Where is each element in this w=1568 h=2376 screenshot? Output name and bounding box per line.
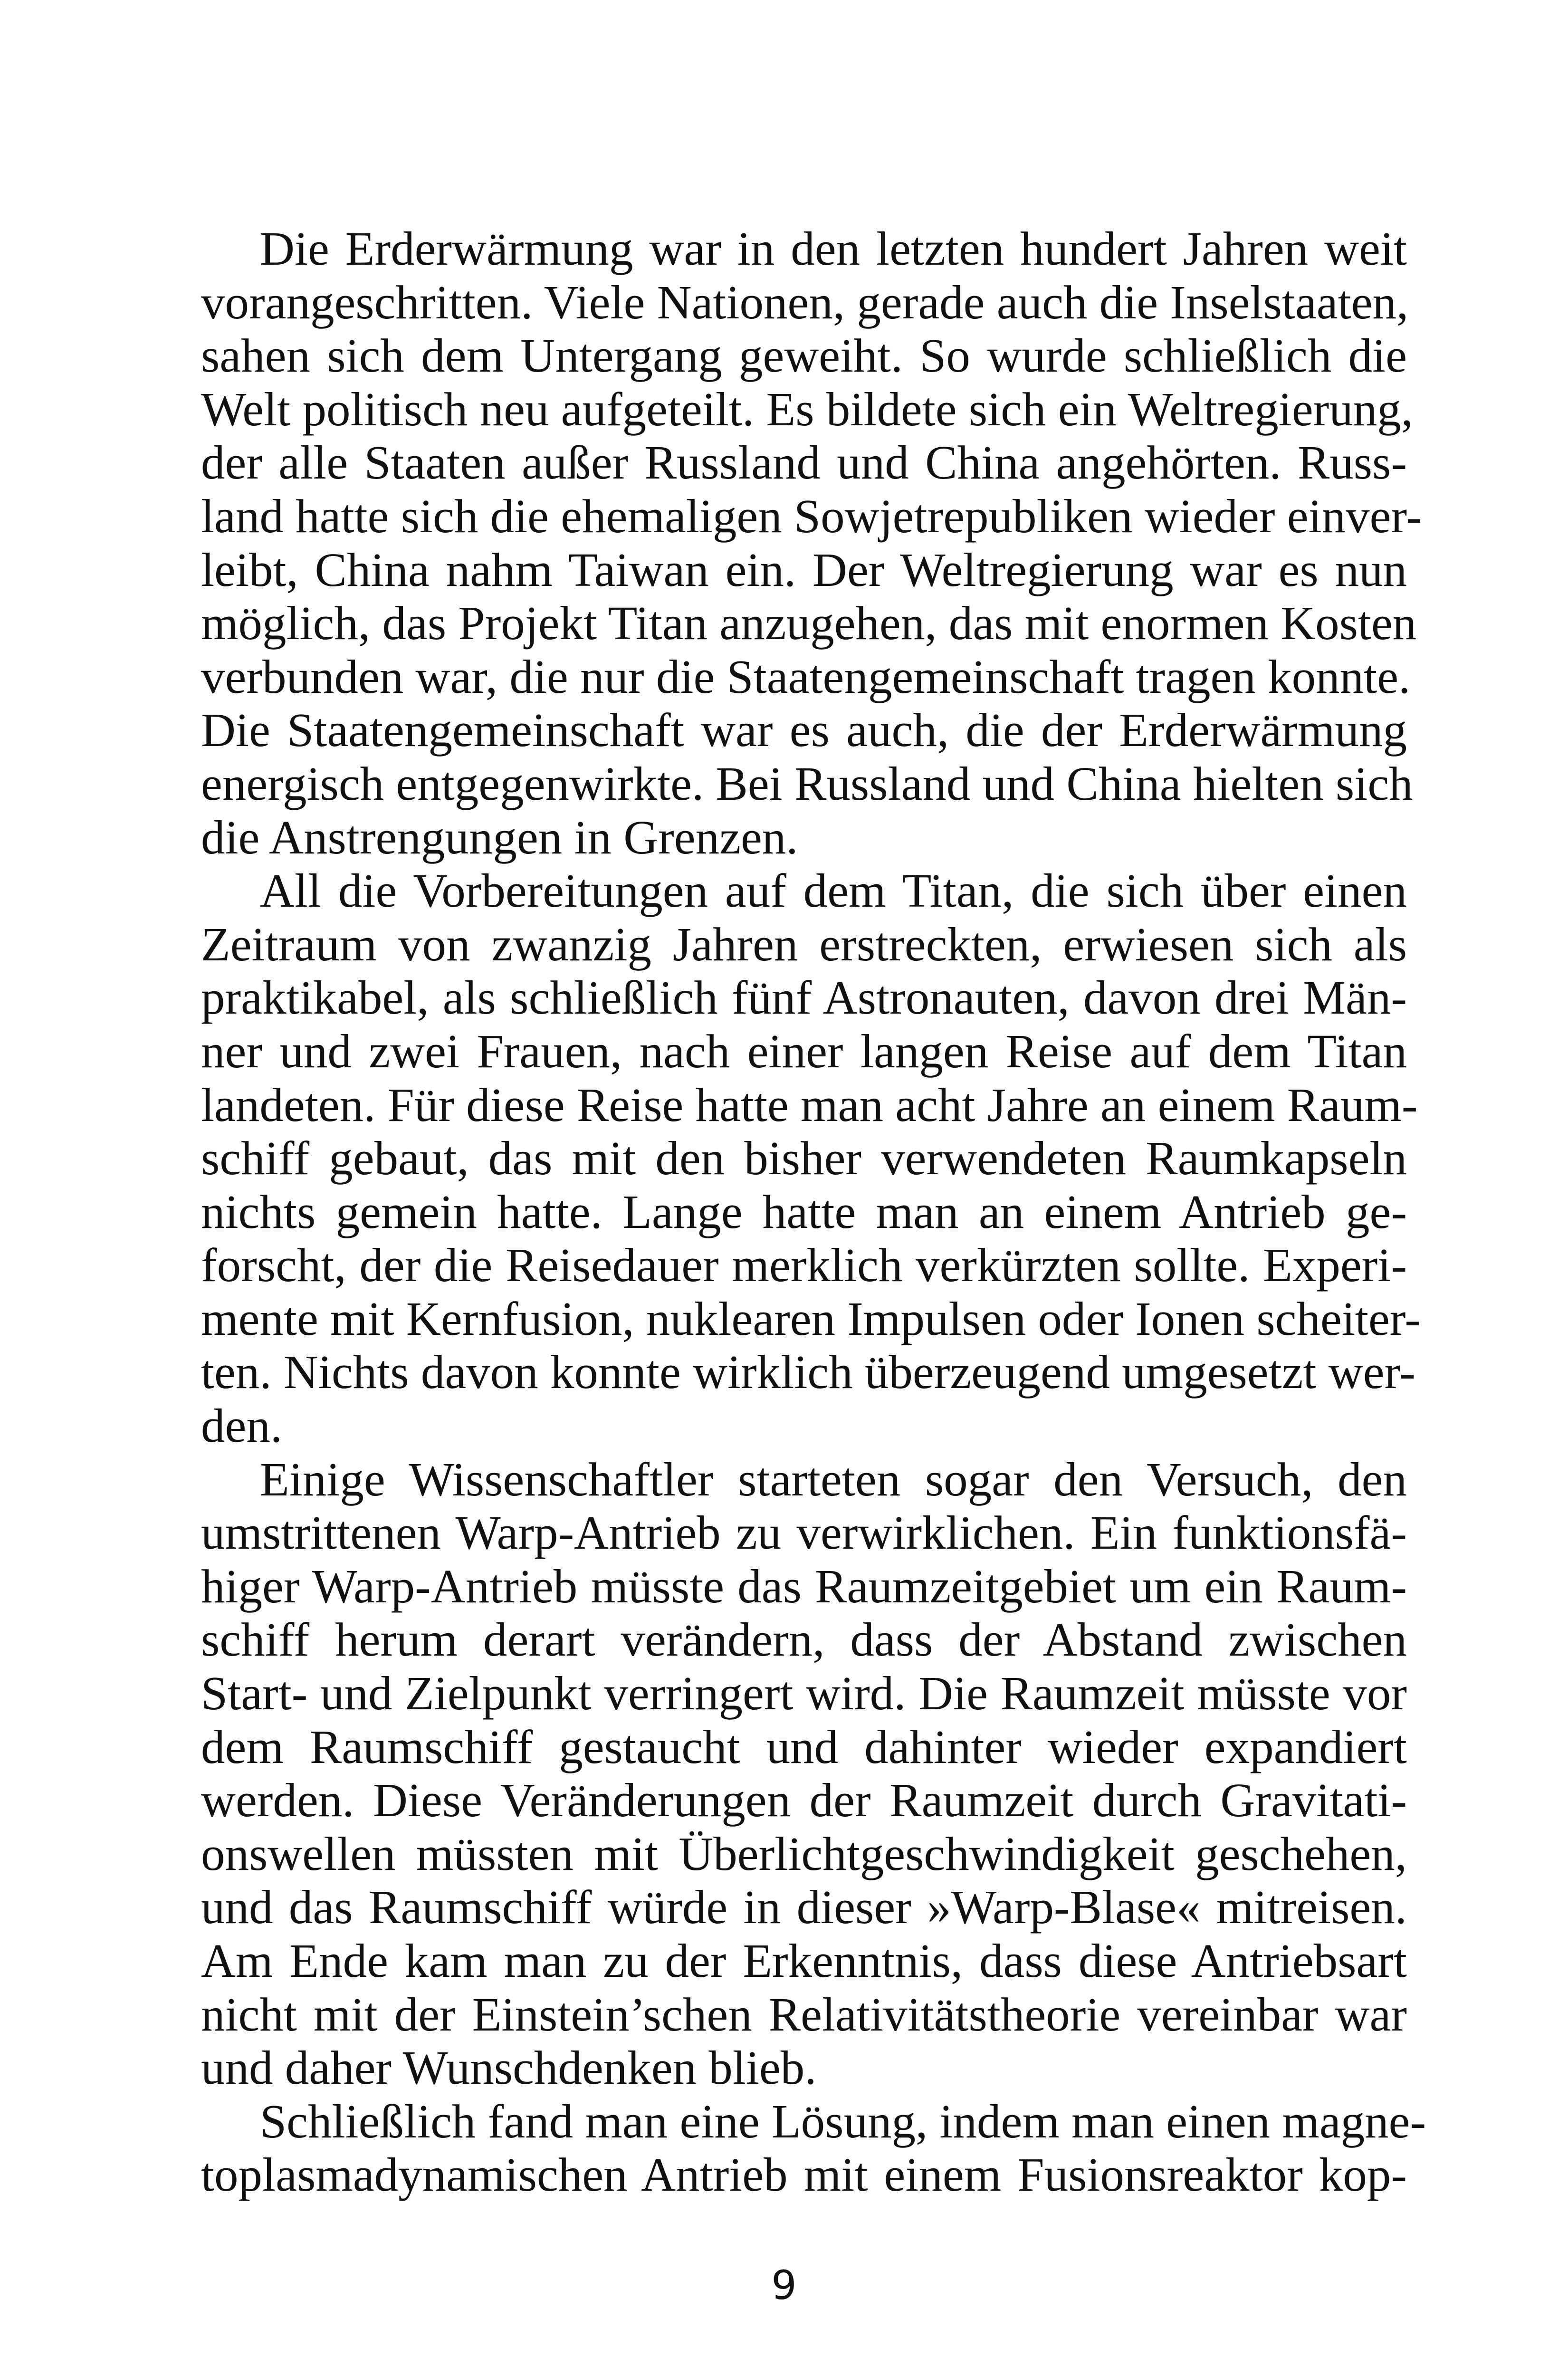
text-line: die Anstrengungen in Grenzen. bbox=[201, 810, 798, 864]
text-line: landeten. Für diese Reise hatte man acht Jahre an einem Raum- bbox=[201, 1078, 1418, 1131]
text-line: umstrittenen Warp-Antrieb zu verwirklichen. Ein funktionsfä- bbox=[201, 1506, 1407, 1560]
text-line: All die Vorbereitungen auf dem Titan, die sich über einen bbox=[260, 864, 1407, 918]
text-line: leibt, China nahm Taiwan ein. Der Weltregierung war es nun bbox=[201, 543, 1407, 596]
text-line: Welt politisch neu aufgeteilt. Es bildete sich ein Weltregierung, bbox=[201, 382, 1414, 436]
text-line: forscht, der die Reisedauer merklich verkürzten sollte. Experi- bbox=[201, 1238, 1407, 1292]
text-line: mente mit Kernfusion, nuklearen Impulsen oder Ionen scheiter- bbox=[201, 1292, 1421, 1345]
text-line: den. bbox=[201, 1399, 283, 1453]
text-line: praktikabel, als schließlich fünf Astronauten, davon drei Män- bbox=[201, 971, 1407, 1025]
body-text bbox=[201, 222, 1426, 2202]
text-line: toplasmadynamischen Antrieb mit einem Fusionsreaktor kop- bbox=[201, 2148, 1407, 2202]
text-line: schiff gebaut, das mit den bisher verwendeten Raumkapseln bbox=[201, 1131, 1407, 1185]
text-line: ten. Nichts davon konnte wirklich überzeugend umgesetzt wer- bbox=[201, 1345, 1415, 1399]
text-line: der alle Staaten außer Russland und China angehörten. Russ- bbox=[201, 436, 1407, 489]
text-line: Am Ende kam man zu der Erkenntnis, dass diese Antriebsart bbox=[201, 1934, 1407, 1987]
text-line: Einige Wissenschaftler starteten sogar den Versuch, den bbox=[260, 1452, 1407, 1506]
text-line: Die Erderwärmung war in den letzten hundert Jahren weit bbox=[260, 222, 1407, 275]
text-line: ner und zwei Frauen, nach einer langen Reise auf dem Titan bbox=[201, 1024, 1407, 1078]
text-line: land hatte sich die ehemaligen Sowjetrepubliken wieder einver- bbox=[201, 489, 1422, 543]
text-line: werden. Diese Veränderungen der Raumzeit durch Gravitati- bbox=[201, 1773, 1407, 1827]
text-line: dem Raumschiff gestaucht und dahinter wieder expandiert bbox=[201, 1720, 1407, 1773]
text-line: onswellen müssten mit Überlichtgeschwindigkeit geschehen, bbox=[201, 1827, 1407, 1880]
text-line: energisch entgegenwirkte. Bei Russland und China hielten sich bbox=[201, 757, 1413, 810]
text-line: möglich, das Projekt Titan anzugehen, das mit enormen Kosten bbox=[201, 596, 1417, 650]
text-line: nicht mit der Einstein’schen Relativitätstheorie vereinbar war bbox=[201, 1987, 1407, 2041]
text-line: higer Warp-Antrieb müsste das Raumzeitgebiet um ein Raum- bbox=[201, 1559, 1407, 1613]
text-line: schiff herum derart verändern, dass der Abstand zwischen bbox=[201, 1613, 1407, 1667]
text-line: Die Staatengemeinschaft war es auch, die der Erderwärmung bbox=[201, 703, 1407, 757]
text-line: verbunden war, die nur die Staatengemeinschaft tragen konnte. bbox=[201, 650, 1411, 703]
text-line: Zeitraum von zwanzig Jahren erstreckten, erwiesen sich als bbox=[201, 917, 1407, 971]
text-line: sahen sich dem Untergang geweiht. So wurde schließlich die bbox=[201, 329, 1407, 383]
text-line: und das Raumschiff würde in dieser »Warp-Blase« mitreisen. bbox=[201, 1880, 1407, 1934]
text-line: vorangeschritten. Viele Nationen, gerade auch die Inselstaaten, bbox=[201, 275, 1409, 329]
text-line: Start- und Zielpunkt verringert wird. Die Raumzeit müsste vor bbox=[201, 1667, 1407, 1720]
text-line: Schließlich fand man eine Lösung, indem man einen magne- bbox=[260, 2094, 1426, 2148]
text-line: nichts gemein hatte. Lange hatte man an einem Antrieb ge- bbox=[201, 1185, 1407, 1238]
page-number: 9 bbox=[771, 2262, 797, 2309]
text-line: und daher Wunschdenken blieb. bbox=[201, 2041, 817, 2095]
